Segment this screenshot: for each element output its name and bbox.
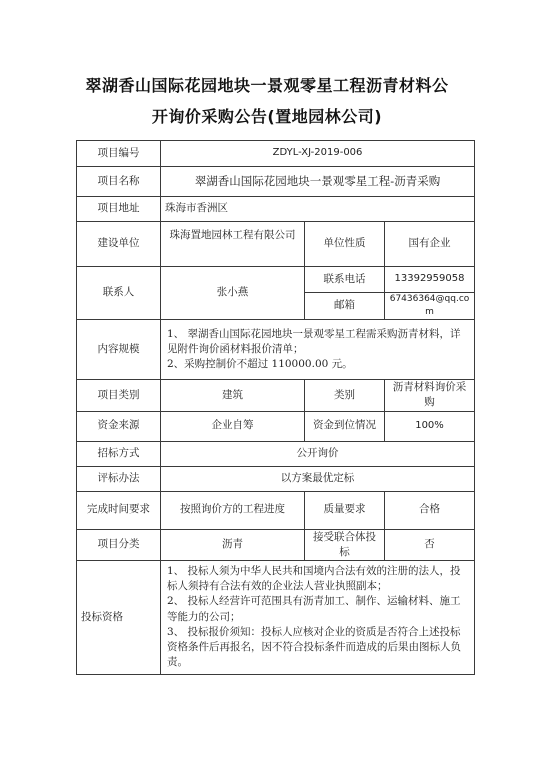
row-scope xyxy=(77,320,475,380)
quality-label: 质量要求 xyxy=(305,491,385,529)
email-label: 邮箱 xyxy=(305,293,385,320)
qualification-label: 投标资格 xyxy=(77,560,161,674)
row-project-address xyxy=(77,197,475,222)
completion-label: 完成时间要求 xyxy=(77,491,161,529)
type-label: 类别 xyxy=(305,380,385,411)
contact-label: 联系人 xyxy=(77,267,161,320)
row-evaluation xyxy=(77,466,475,491)
phone-value: 13392959058 xyxy=(385,267,475,293)
completion-value: 按照询价方的工程进度 xyxy=(161,491,305,529)
category-label: 项目类别 xyxy=(77,380,161,411)
tender-method-value: 公开询价 xyxy=(161,441,475,466)
phone-label: 联系电话 xyxy=(305,267,385,293)
scope-item: 2、采购控制价不超过 110000.00 元。 xyxy=(167,358,353,371)
row-qualification xyxy=(77,560,475,674)
project-no-label: 项目编号 xyxy=(77,141,161,167)
row-classification xyxy=(77,529,475,560)
project-name-value: 翠湖香山国际花园地块一景观零星工程-沥青采购 xyxy=(161,167,475,197)
scope-label: 内容规模 xyxy=(77,320,161,380)
row-category xyxy=(77,380,475,411)
row-contact xyxy=(77,267,475,293)
builder-value: 珠海置地园林工程有限公司 xyxy=(161,222,305,267)
builder-label: 建设单位 xyxy=(77,222,161,267)
classification-value: 沥青 xyxy=(161,529,305,560)
quality-value: 合格 xyxy=(385,491,475,529)
contact-value: 张小燕 xyxy=(161,267,305,320)
category-value: 建筑 xyxy=(161,380,305,411)
announcement-table xyxy=(76,140,475,675)
funding-status-value: 100% xyxy=(385,411,475,441)
qualification-item: 3、 投标报价须知：投标人应核对企业的资质是否符合上述投标资格条件后再报名，因不符合投标条件而造成的后果由图标人负责。 xyxy=(167,625,461,669)
tender-method-label: 招标方式 xyxy=(77,441,161,466)
unit-nature-value: 国有企业 xyxy=(385,222,475,267)
page-title-line-2: 开询价采购公告(置地园林公司) xyxy=(151,107,383,126)
qualification-content xyxy=(161,560,475,674)
funding-status-label: 资金到位情况 xyxy=(305,411,385,441)
row-tender-method xyxy=(77,441,475,466)
evaluation-value: 以方案最优定标 xyxy=(161,466,475,491)
project-no-value: ZDYL-XJ-2019-006 xyxy=(161,141,475,167)
page-title-line-1: 翠湖香山国际花园地块一景观零星工程沥青材料公 xyxy=(85,76,449,95)
consortium-label: 接受联合体投标 xyxy=(305,529,385,560)
qualification-item: 2、 投标人经营许可范围具有沥青加工、制作、运输材料、施工等能力的公司； xyxy=(167,595,461,623)
scope-content xyxy=(161,320,475,380)
evaluation-label: 评标办法 xyxy=(77,466,161,491)
project-name-label: 项目名称 xyxy=(77,167,161,197)
row-project-no xyxy=(77,141,475,167)
type-value: 沥青材料询价采购 xyxy=(385,380,475,411)
row-funding xyxy=(77,411,475,441)
row-builder xyxy=(77,222,475,267)
scope-item: 1、 翠湖香山国际花园地块一景观零星工程需采购沥青材料，详见附件询价函材料报价清单； xyxy=(167,327,461,355)
classification-label: 项目分类 xyxy=(77,529,161,560)
project-address-value: 珠海市香洲区 xyxy=(161,197,475,222)
row-completion xyxy=(77,491,475,529)
row-project-name xyxy=(77,167,475,197)
funding-value: 企业自筹 xyxy=(161,411,305,441)
funding-label: 资金来源 xyxy=(77,411,161,441)
qualification-item: 1、 投标人须为中华人民共和国境内合法有效的注册的法人，投标人须持有合法有效的企业法人营业执照副本； xyxy=(167,564,461,593)
unit-nature-label: 单位性质 xyxy=(305,222,385,267)
consortium-value: 否 xyxy=(385,529,475,560)
email-value: 67436364@qq.com xyxy=(385,293,475,320)
project-address-label: 项目地址 xyxy=(77,197,161,222)
